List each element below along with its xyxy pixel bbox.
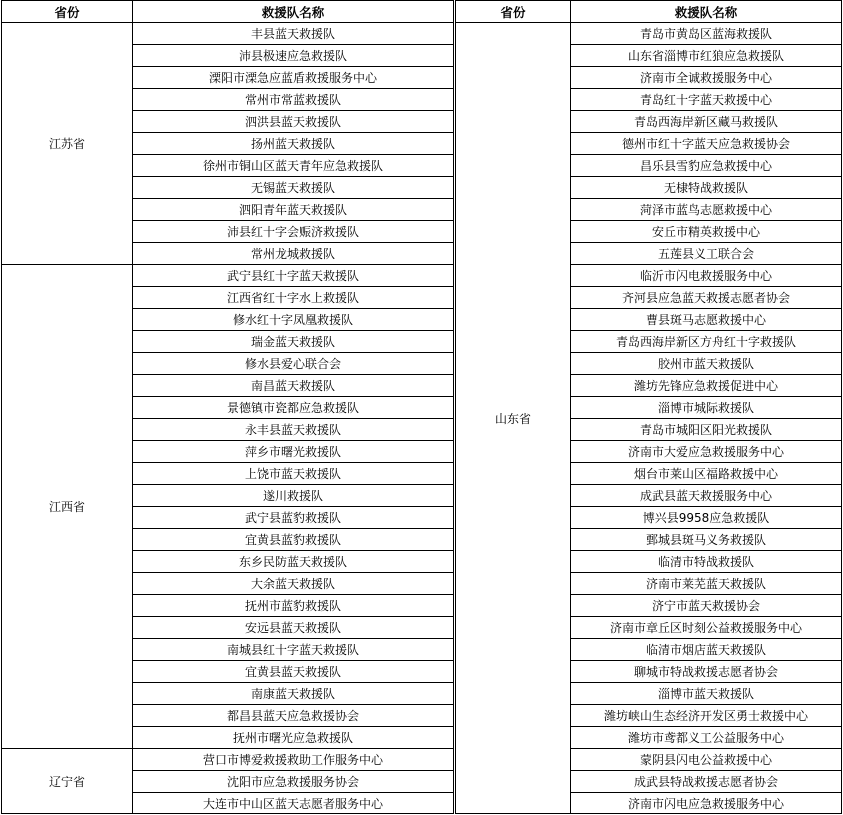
team-name-cell: 江西省红十字水上救援队 <box>132 286 454 308</box>
team-name-cell: 都昌县蓝天应急救援协会 <box>132 704 454 726</box>
team-name-cell: 沛县极速应急救援队 <box>132 44 454 66</box>
province-cell: 江苏省 <box>1 22 132 264</box>
team-name-cell: 潍坊峡山生态经济开发区勇士救援中心 <box>570 704 842 726</box>
team-name-cell: 永丰县蓝天救援队 <box>132 418 454 440</box>
team-name-cell: 遂川救援队 <box>132 484 454 506</box>
team-name-cell: 沈阳市应急救援服务协会 <box>132 770 454 792</box>
team-name-cell: 昌乐县雪豹应急救援中心 <box>570 154 842 176</box>
team-name-cell: 武宁县蓝豹救援队 <box>132 506 454 528</box>
team-name-cell: 鄄城县斑马义务救援队 <box>570 528 842 550</box>
team-name-cell: 济南市莱芜蓝天救援队 <box>570 572 842 594</box>
team-name-cell: 济宁市蓝天救援协会 <box>570 594 842 616</box>
team-name-cell: 扬州蓝天救援队 <box>132 132 454 154</box>
team-name-cell: 青岛西海岸新区方舟红十字救援队 <box>570 330 842 352</box>
team-name-cell: 临沂市闪电救援服务中心 <box>570 264 842 286</box>
team-name-cell: 菏泽市蓝鸟志愿救援中心 <box>570 198 842 220</box>
team-name-cell: 临清市特战救援队 <box>570 550 842 572</box>
team-name-cell: 南昌蓝天救援队 <box>132 374 454 396</box>
team-name-cell: 安远县蓝天救援队 <box>132 616 454 638</box>
team-name-cell: 南康蓝天救援队 <box>132 682 454 704</box>
team-name-cell: 济南市大爱应急救援服务中心 <box>570 440 842 462</box>
team-name-cell: 营口市博爱救援救助工作服务中心 <box>132 748 454 770</box>
team-name-cell: 淄博市城际救援队 <box>570 396 842 418</box>
team-name-cell: 萍乡市曙光救援队 <box>132 440 454 462</box>
team-name-cell: 上饶市蓝天救援队 <box>132 462 454 484</box>
team-name-cell: 宜黄县蓝豹救援队 <box>132 528 454 550</box>
team-name-cell: 无棣特战救援队 <box>570 176 842 198</box>
province-cell: 山东省 <box>455 22 570 814</box>
team-name-cell: 徐州市铜山区蓝天青年应急救援队 <box>132 154 454 176</box>
team-name-cell: 成武县特战救援志愿者协会 <box>570 770 842 792</box>
province-cell: 辽宁省 <box>1 748 132 814</box>
team-name-cell: 常州龙城救援队 <box>132 242 454 264</box>
header-province: 省份 <box>1 0 132 22</box>
team-name-cell: 大余蓝天救援队 <box>132 572 454 594</box>
team-name-cell: 济南市全诚救援服务中心 <box>570 66 842 88</box>
team-name-cell: 沛县红十字会赈济救援队 <box>132 220 454 242</box>
team-name-cell: 青岛红十字蓝天救援中心 <box>570 88 842 110</box>
header-province: 省份 <box>455 0 570 22</box>
header-team-name: 救援队名称 <box>132 0 454 22</box>
team-name-cell: 潍坊市鸢都义工公益服务中心 <box>570 726 842 748</box>
team-name-cell: 蒙阴县闪电公益救援中心 <box>570 748 842 770</box>
team-name-cell: 淄博市蓝天救援队 <box>570 682 842 704</box>
team-name-cell: 抚州市蓝豹救援队 <box>132 594 454 616</box>
team-name-cell: 青岛市城阳区阳光救援队 <box>570 418 842 440</box>
team-name-cell: 大连市中山区蓝天志愿者服务中心 <box>132 792 454 814</box>
team-name-cell: 青岛市黄岛区蓝海救援队 <box>570 22 842 44</box>
team-name-cell: 五莲县义工联合会 <box>570 242 842 264</box>
team-name-cell: 南城县红十字蓝天救援队 <box>132 638 454 660</box>
team-name-cell: 无锡蓝天救援队 <box>132 176 454 198</box>
left-rescue-table <box>1 0 454 814</box>
team-name-cell: 临清市烟店蓝天救援队 <box>570 638 842 660</box>
province-cell: 江西省 <box>1 264 132 748</box>
team-name-cell: 潍坊先锋应急救援促进中心 <box>570 374 842 396</box>
team-name-cell: 武宁县红十字蓝天救援队 <box>132 264 454 286</box>
team-name-cell: 烟台市莱山区福路救援中心 <box>570 462 842 484</box>
team-name-cell: 修水红十字凤凰救援队 <box>132 308 454 330</box>
team-name-cell: 景德镇市瓷都应急救援队 <box>132 396 454 418</box>
team-name-cell: 山东省淄博市红狼应急救援队 <box>570 44 842 66</box>
team-name-cell: 溧阳市溧急应蓝盾救援服务中心 <box>132 66 454 88</box>
team-name-cell: 济南市章丘区时刻公益救援服务中心 <box>570 616 842 638</box>
team-name-cell: 博兴县9958应急救援队 <box>570 506 842 528</box>
team-name-cell: 聊城市特战救援志愿者协会 <box>570 660 842 682</box>
team-name-cell: 青岛西海岸新区藏马救援队 <box>570 110 842 132</box>
team-name-cell: 德州市红十字蓝天应急救援协会 <box>570 132 842 154</box>
header-team-name: 救援队名称 <box>570 0 842 22</box>
team-name-cell: 济南市闪电应急救援服务中心 <box>570 792 842 814</box>
right-rescue-table <box>455 0 842 814</box>
team-name-cell: 泗阳青年蓝天救援队 <box>132 198 454 220</box>
team-name-cell: 修水县爱心联合会 <box>132 352 454 374</box>
team-name-cell: 安丘市精英救援中心 <box>570 220 842 242</box>
team-name-cell: 瑞金蓝天救援队 <box>132 330 454 352</box>
team-name-cell: 抚州市曙光应急救援队 <box>132 726 454 748</box>
team-name-cell: 宜黄县蓝天救援队 <box>132 660 454 682</box>
team-name-cell: 东乡民防蓝天救援队 <box>132 550 454 572</box>
team-name-cell: 胶州市蓝天救援队 <box>570 352 842 374</box>
team-name-cell: 齐河县应急蓝天救援志愿者协会 <box>570 286 842 308</box>
team-name-cell: 常州市常蓝救援队 <box>132 88 454 110</box>
team-name-cell: 成武县蓝天救援服务中心 <box>570 484 842 506</box>
team-name-cell: 曹县斑马志愿救援中心 <box>570 308 842 330</box>
team-name-cell: 丰县蓝天救援队 <box>132 22 454 44</box>
team-name-cell: 泗洪县蓝天救援队 <box>132 110 454 132</box>
